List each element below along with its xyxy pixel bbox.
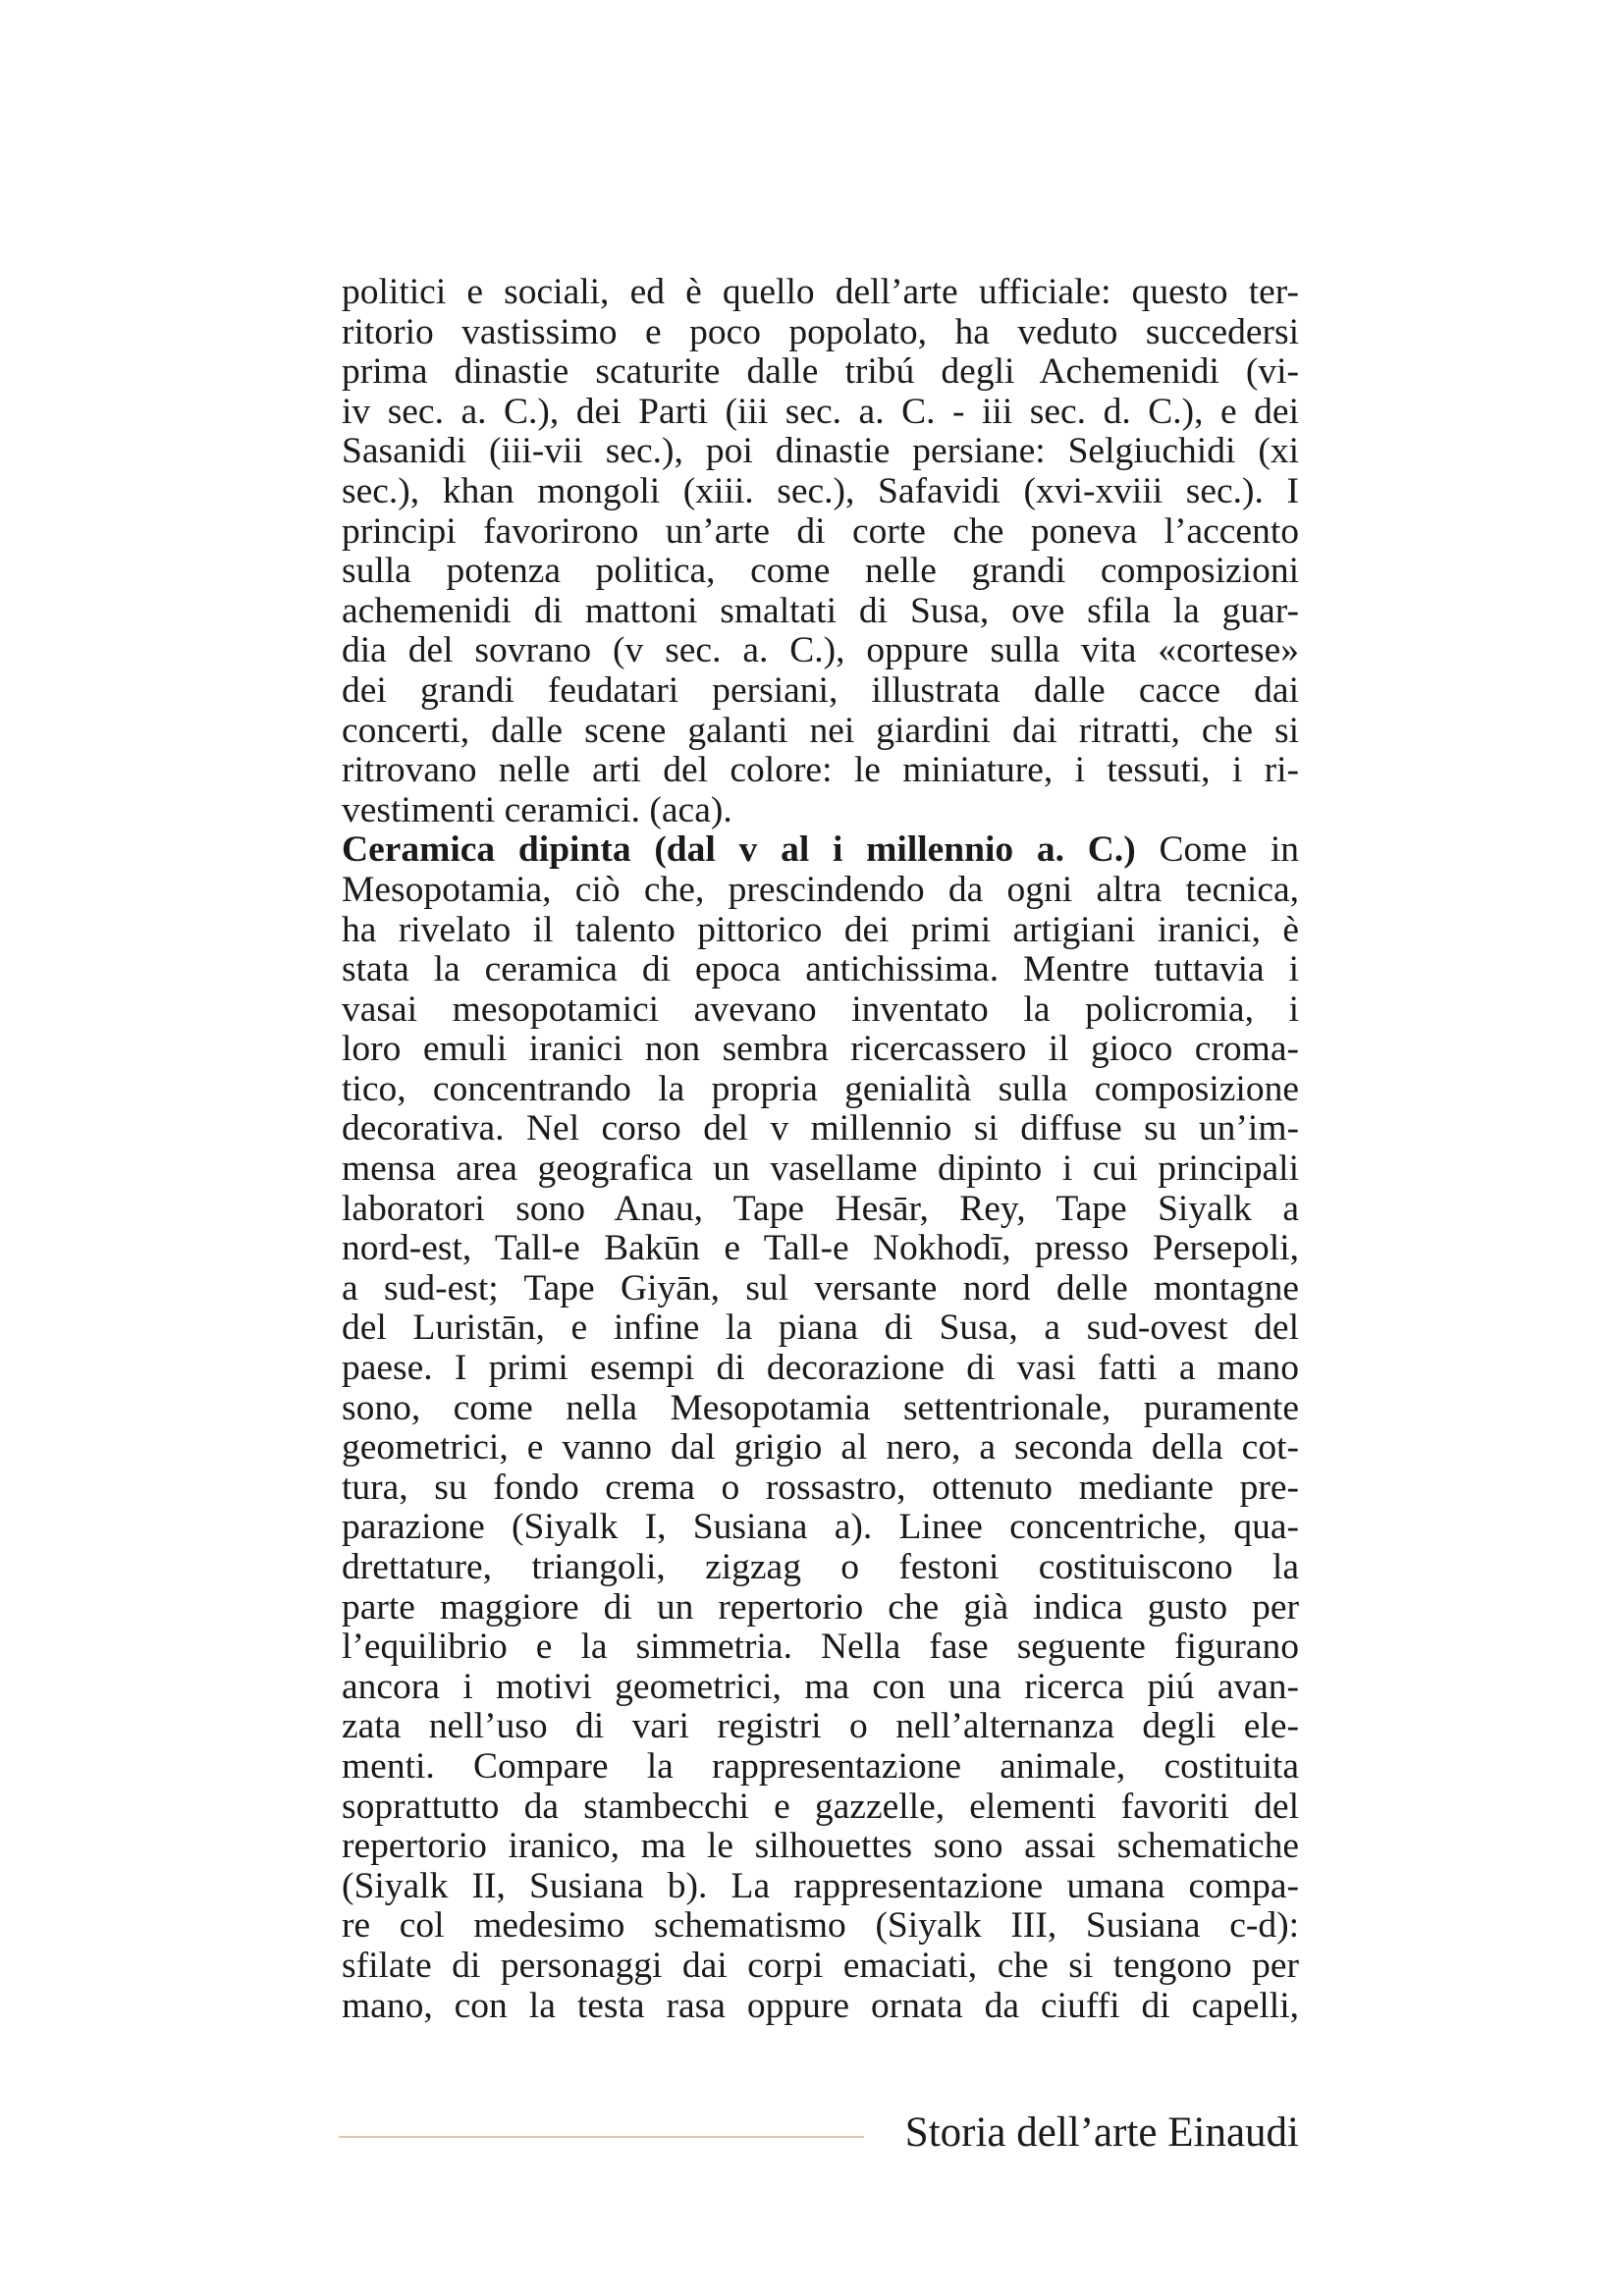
text-line: del Luristān, e infine la piana di Susa, a sud-ovest del	[342, 1308, 1299, 1349]
text-line: parazione (Siyalk I, Susiana a). Linee concentriche, qua-	[342, 1507, 1299, 1548]
text-line: parte maggiore di un repertorio che già indica gusto per	[342, 1586, 1299, 1628]
text-line: tico, concentrando la propria genialità sulla composizione	[342, 1068, 1299, 1109]
text-line: drettature, triangoli, zigzag o festoni costituiscono la	[342, 1547, 1299, 1587]
text-line: vestimenti ceramici. (aca).	[342, 789, 732, 830]
section-heading: Ceramica dipinta (dal v al i millennio a. C.)	[342, 829, 1136, 871]
text-line: sulla potenza politica, come nelle grandi composizioni	[342, 551, 1299, 592]
text-line: nord-est, Tall-e Bakūn e Tall-e Nokhodī, presso Persepoli,	[342, 1228, 1299, 1269]
text-line: politici e sociali, ed è quello dell’arte ufficiale: questo ter-	[342, 272, 1299, 312]
text-line: soprattutto da stambecchi e gazzelle, elementi favoriti del	[342, 1786, 1299, 1827]
text-line: vasai mesopotamici avevano inventato la policromia, i	[342, 988, 1299, 1030]
text-line: repertorio iranico, ma le silhouettes sono assai schematiche	[342, 1826, 1299, 1867]
text-line: loro emuli iranici non sembra ricercassero il gioco croma-	[342, 1029, 1299, 1070]
text-line: sfilate di personaggi dai corpi emaciati, che si tengono per	[342, 1945, 1299, 1986]
text-line: dia del sovrano (v sec. a. C.), oppure sulla vita «cortese»	[342, 630, 1299, 671]
text-line: tura, su fondo crema o rossastro, ottenuto mediante pre-	[342, 1467, 1299, 1508]
text-line: principi favorirono un’arte di corte che poneva l’accento	[342, 510, 1299, 552]
text-line: zata nell’uso di vari registri o nell’alternanza degli ele-	[342, 1706, 1299, 1747]
footer-title: Storia dell’arte Einaudi	[904, 2109, 1299, 2156]
text-line: ritorio vastissimo e poco popolato, ha veduto succedersi	[342, 311, 1299, 352]
text-line: Sasanidi (iii-vii sec.), poi dinastie persiane: Selgiuchidi (xi	[342, 431, 1299, 472]
text-line: sec.), khan mongoli (xiii. sec.), Safavidi (xvi-xviii sec.). I	[342, 470, 1299, 511]
text-line: decorativa. Nel corso del v millennio si diffuse su un’im-	[342, 1108, 1299, 1149]
text-line: (Siyalk II, Susiana b). La rappresentazione umana compa-	[342, 1865, 1299, 1906]
text-line: mano, con la testa rasa oppure ornata da ciuffi di capelli,	[342, 1985, 1299, 2026]
text-line: iv sec. a. C.), dei Parti (iii sec. a. C. - iii sec. d. C.), e dei	[342, 391, 1299, 432]
text-line: geometrici, e vanno dal grigio al nero, a seconda della cot-	[342, 1427, 1299, 1468]
text-line: re col medesimo schematismo (Siyalk III, Susiana c-d):	[342, 1905, 1299, 1947]
text-line: achemenidi di mattoni smaltati di Susa, ove sfila la guar-	[342, 590, 1299, 631]
text-line: menti. Compare la rappresentazione animale, costituita	[342, 1745, 1299, 1787]
text-line: dei grandi feudatari persiani, illustrata dalle cacce dai	[342, 669, 1299, 711]
text-line: l’equilibrio e la simmetria. Nella fase seguente figurano	[342, 1627, 1299, 1668]
text-line: sono, come nella Mesopotamia settentrionale, puramente	[342, 1387, 1299, 1428]
section-heading-continuation: Come in	[1135, 829, 1299, 871]
text-line: concerti, dalle scene galanti nei giardini dai ritratti, che si	[342, 710, 1299, 751]
text-line: ha rivelato il talento pittorico dei primi artigiani iranici, è	[342, 909, 1299, 950]
text-line: laboratori sono Anau, Tape Hesār, Rey, Tape Siyalk a	[342, 1188, 1299, 1229]
text-line: mensa area geografica un vasellame dipinto i cui principali	[342, 1148, 1299, 1190]
page-body	[342, 273, 1299, 2026]
text-line: prima dinastie scaturite dalle tribú degli Achemenidi (vi-	[342, 351, 1299, 393]
section-heading-line	[342, 830, 1299, 871]
text-line: ritrovano nelle arti del colore: le miniature, i tessuti, i ri-	[342, 750, 1299, 791]
text-line: ancora i motivi geometrici, ma con una ricerca piú avan-	[342, 1666, 1299, 1707]
text-line: Mesopotamia, ciò che, prescindendo da ogni altra tecnica,	[342, 869, 1299, 910]
footer-rule	[339, 2136, 864, 2138]
text-line: a sud-est; Tape Giyān, sul versante nord delle montagne	[342, 1267, 1299, 1308]
section-paragraph	[342, 830, 1299, 2026]
intro-paragraph	[342, 273, 1299, 830]
text-line: paese. I primi esempi di decorazione di vasi fatti a mano	[342, 1348, 1299, 1389]
text-line: stata la ceramica di epoca antichissima. Mentre tuttavia i	[342, 949, 1299, 990]
